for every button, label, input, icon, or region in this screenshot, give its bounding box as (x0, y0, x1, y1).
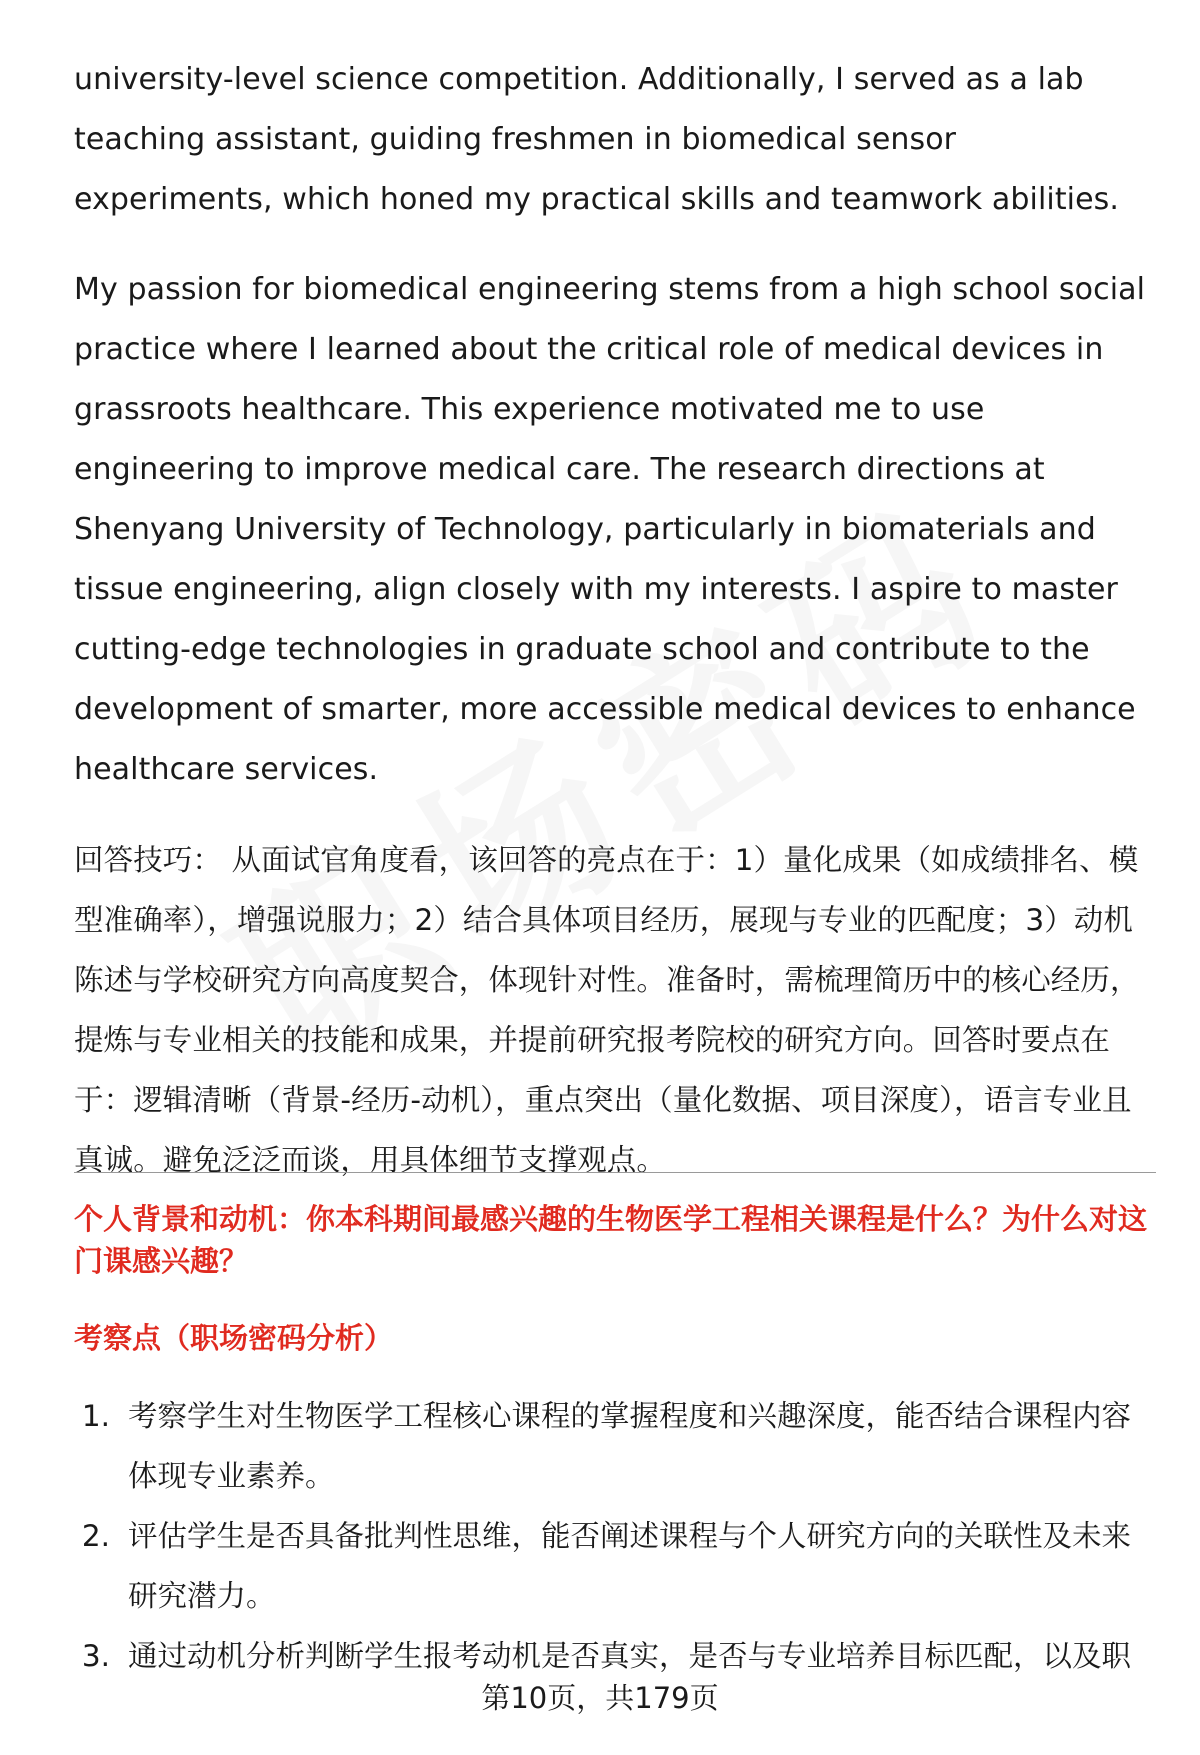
list-item (74, 1506, 1156, 1626)
list-item (74, 1386, 1156, 1506)
list-item-text: 评估学生是否具备批判性思维，能否阐述课程与个人研究方向的关联性及未来研究潜力。 (128, 1519, 1132, 1613)
assessment-points-list (74, 1386, 1156, 1686)
list-item-text: 通过动机分析判断学生报考动机是否真实，是否与专业培养目标匹配，以及职 (128, 1639, 1132, 1673)
list-item-text: 考察学生对生物医学工程核心课程的掌握程度和兴趣深度，能否结合课程内容体现专业素养。 (128, 1399, 1132, 1493)
page-number: 第10页，共179页 (481, 1681, 719, 1715)
paragraph-answer-tips: 回答技巧： 从面试官角度看，该回答的亮点在于：1）量化成果（如成绩排名、模型准确率），增强说服力；2）结合具体项目经历，展现与专业的匹配度；3）动机陈述与学校研究方向高度契合，体现针对性。准备时，需梳理简历中的核心经历，提炼与专业相关的技能和成果，并提前研究报考院校的研究方向。回答时要点在于：逻辑清晰（背景-经历-动机），重点突出（量化数据、项目深度），语言专业且真诚。避免泛泛而谈，用具体细节支撑观点。 (74, 843, 1140, 1177)
paragraph-motivation: My passion for biomedical engineering stems from a high school social practice where I learned about the critical role of medical devices in grassroots healthcare. This experience motivated me to use engineering to improve medical care. The research directions at Shenyang University of Technology, particularly in biomaterials and tissue engineering, align closely with my interests. I aspire to master cutting-edge technologies in graduate school and contribute to the development of smarter, more accessible medical devices to enhance healthcare services. (74, 272, 1146, 787)
paragraph-competition: university-level science competition. Additionally, I served as a lab teaching assistant, guiding freshmen in biomedical sensor experiments, which honed my practical skills and teamwork abilities. (74, 62, 1120, 217)
list-item-number: 3. (81, 1639, 110, 1673)
section-divider (74, 1172, 1156, 1173)
list-item-number: 1. (81, 1399, 110, 1433)
question-heading: 个人背景和动机：你本科期间最感兴趣的生物医学工程相关课程是什么？为什么对这门课感兴趣？ (74, 1202, 1148, 1278)
document-body (74, 50, 1154, 1220)
assessment-points-heading: 考察点（职场密码分析） (74, 1321, 394, 1355)
list-item-number: 2. (81, 1519, 110, 1553)
